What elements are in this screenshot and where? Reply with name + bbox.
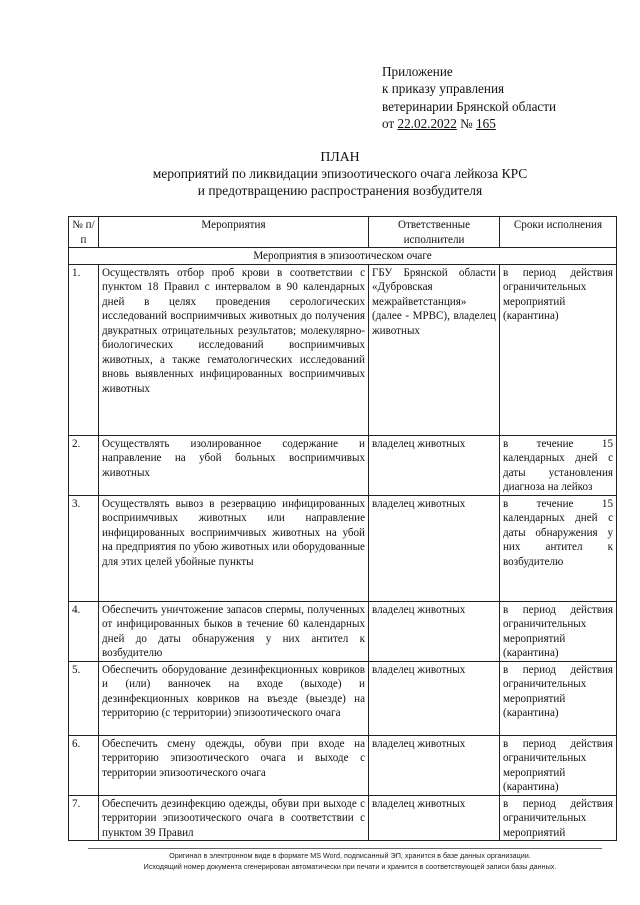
row-measure: Осуществлять вывоз в резервацию инфицированных восприимчивых животных или направление инфицированных восприимчивых животных на убой на предприятия по убою животных или оборудованные для этих целей убойные пункты — [99, 495, 369, 601]
appendix-block — [382, 63, 556, 133]
row-deadline: в период действия ограничительных мероприятий (карантина) — [500, 264, 617, 435]
row-measure: Обеспечить уничтожение запасов спермы, полученных от инфицированных быков в течение 60 календарных дней до даты обнаружения у них антител к возбудителю — [99, 601, 369, 661]
appendix-order-ref: к приказу управления — [382, 81, 505, 97]
section-row — [69, 248, 617, 265]
row-deadline: в период действия ограничительных мероприятий (карантина) — [500, 735, 617, 795]
section-title: Мероприятия в эпизоотическом очаге — [69, 248, 617, 265]
footer-divider — [88, 848, 602, 849]
row-responsible: владелец животных — [369, 735, 500, 795]
row-deadline: в течение 15 календарных дней с даты установления диагноза на лейкоз — [500, 435, 617, 495]
row-measure: Осуществлять отбор проб крови в соответствии с пунктом 18 Правил с интервалом в 90 календарных дней в целях проведения серологических исследований восприимчивых животных до получения двукратных отрицательных результатов; молекулярно-биологических исследований восприимчивых животных, а также гематологических исследований вновь выявленных инфицированных восприимчивых животных — [99, 264, 369, 435]
order-number: 165 — [476, 116, 496, 132]
table-row — [69, 795, 617, 841]
plan-table — [68, 216, 617, 841]
row-responsible: владелец животных — [369, 495, 500, 601]
row-num: 2. — [69, 435, 99, 495]
row-measure: Обеспечить смену одежды, обуви при входе на территорию эпизоотического очага и выходе с территории эпизоотического очага — [99, 735, 369, 795]
row-num: 1. — [69, 264, 99, 435]
row-responsible: владелец животных — [369, 795, 500, 841]
row-deadline: в течение 15 календарных дней с даты обнаружения у них антител к возбудителю — [500, 495, 617, 601]
appendix-date-line: от 22.02.2022 № 165 — [382, 116, 496, 132]
table-row — [69, 435, 617, 495]
row-responsible: владелец животных — [369, 601, 500, 661]
row-deadline: в период действия ограничительных мероприятий (карантина) — [500, 661, 617, 735]
header-measures: Мероприятия — [99, 217, 369, 248]
table-row — [69, 735, 617, 795]
row-num: 3. — [69, 495, 99, 601]
row-deadline: в период действия ограничительных мероприятий — [500, 795, 617, 841]
header-responsible: Ответственные исполнители — [369, 217, 500, 248]
header-num: № п/п — [69, 217, 99, 248]
row-responsible: владелец животных — [369, 435, 500, 495]
header-deadline: Сроки исполнения — [500, 217, 617, 248]
row-measure: Обеспечить дезинфекцию одежды, обуви при выходе с территории эпизоотического очага в соответствии с пунктом 39 Правил — [99, 795, 369, 841]
appendix-label: Приложение — [382, 64, 453, 79]
footer-line-1: Оригинал в электронном виде в формате MS Word, подписанный ЭП, хранится в базе данных организации. — [169, 851, 531, 860]
row-num: 4. — [69, 601, 99, 661]
table-row — [69, 661, 617, 735]
row-measure: Обеспечить оборудование дезинфекционных ковриков и (или) ванночек на входе (выходе) и дезинфекционных ковриков на въезде (выезде) на территорию (с территории) эпизоотического очага — [99, 661, 369, 735]
footer-note — [60, 851, 640, 872]
title-main: ПЛАН — [320, 149, 360, 164]
table-row — [69, 601, 617, 661]
document-title — [60, 148, 620, 199]
row-deadline: в период действия ограничительных мероприятий (карантина) — [500, 601, 617, 661]
row-num: 5. — [69, 661, 99, 735]
title-subtitle-1: мероприятий по ликвидации эпизоотического очага лейкоза КРС — [152, 166, 528, 181]
table-header-row — [69, 217, 617, 248]
row-num: 6. — [69, 735, 99, 795]
table-row — [69, 495, 617, 601]
table-row — [69, 264, 617, 435]
row-responsible: ГБУ Брянской области «Дубровская межрайветстанция» (далее - МРВС), владелец животных — [369, 264, 500, 435]
order-date: 22.02.2022 — [397, 116, 457, 132]
title-subtitle-2: и предотвращению распространения возбудителя — [197, 183, 483, 198]
row-responsible: владелец животных — [369, 661, 500, 735]
appendix-authority: ветеринарии Брянской области — [382, 98, 557, 114]
row-num: 7. — [69, 795, 99, 841]
footer-line-2: Исходящий номер документа сгенерирован автоматически при печати и хранится в соответствующей записи базы данных. — [143, 861, 557, 871]
row-measure: Осуществлять изолированное содержание и направление на убой больных восприимчивых животных — [99, 435, 369, 495]
